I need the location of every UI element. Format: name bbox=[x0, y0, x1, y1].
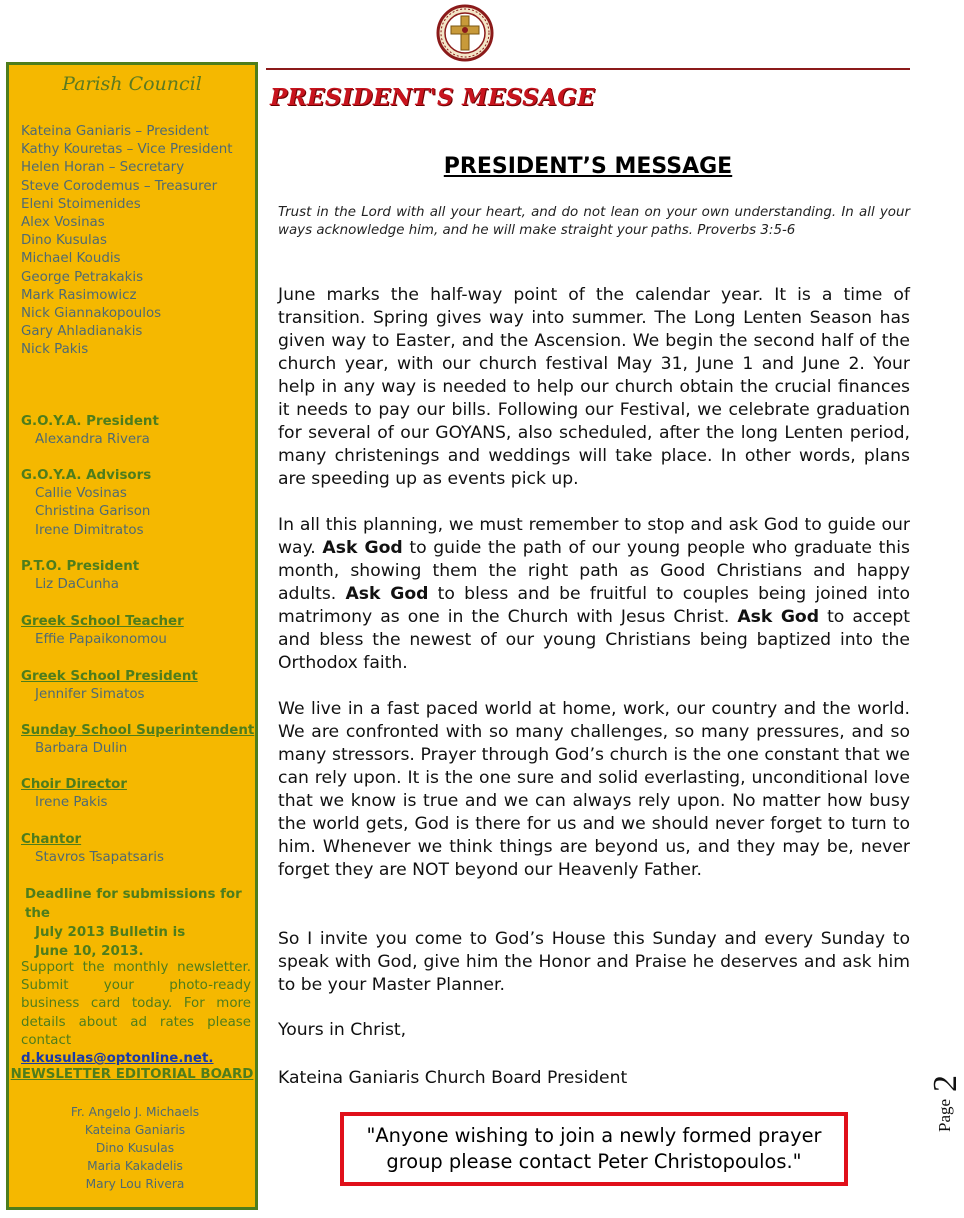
contact-email-link[interactable]: d.kusulas@optonline.net. bbox=[21, 1051, 214, 1067]
deadline-line: Deadline for submissions for the bbox=[25, 887, 242, 921]
editorial-board-member: Mary Lou Rivera bbox=[85, 1177, 185, 1191]
deadline-line: July 2013 Bulletin is bbox=[35, 925, 186, 940]
council-member: Michael Koudis bbox=[21, 251, 121, 267]
section-name: Christina Garison bbox=[35, 504, 151, 520]
section-name: Irene Dimitratos bbox=[35, 522, 144, 538]
council-member: Nick Pakis bbox=[21, 342, 89, 358]
page-number: 2 bbox=[927, 1075, 964, 1092]
section-heading: G.O.Y.A. Advisors bbox=[21, 468, 152, 483]
section-heading: Greek School Teacher bbox=[21, 614, 184, 629]
signature-line: Kateina Ganiaris Church Board President bbox=[278, 1068, 628, 1088]
header-divider bbox=[266, 68, 910, 70]
closing-line: Yours in Christ, bbox=[278, 1020, 407, 1040]
ask-god-emphasis: Ask God bbox=[737, 607, 820, 627]
support-newsletter-text bbox=[21, 959, 251, 1068]
council-member: Kathy Kouretas – Vice President bbox=[21, 142, 233, 158]
greek-school-president-section bbox=[21, 668, 198, 704]
council-member: Mark Rasimowicz bbox=[21, 287, 137, 303]
section-name: Callie Vosinas bbox=[35, 486, 127, 502]
editorial-board-member: Maria Kakadelis bbox=[87, 1159, 183, 1173]
greek-school-teacher-section bbox=[21, 613, 184, 649]
goya-advisors-section bbox=[21, 467, 151, 540]
council-member: Kateina Ganiaris – President bbox=[21, 124, 209, 139]
section-name: Alexandra Rivera bbox=[35, 432, 150, 448]
paragraph-text: to guide the path of our young people who graduate this month, showing them the right path as Good Christians and happy adults. bbox=[278, 538, 910, 604]
council-member: Helen Horan – Secretary bbox=[21, 160, 185, 176]
banner-title: PRESIDENT'S MESSAGE bbox=[270, 84, 596, 111]
pto-president-section bbox=[21, 558, 139, 594]
parish-council-title: Parish Council bbox=[62, 73, 202, 95]
council-member: Gary Ahladianakis bbox=[21, 324, 143, 340]
editorial-board-member: Kateina Ganiaris bbox=[84, 1123, 186, 1137]
council-member: Dino Kusulas bbox=[21, 233, 107, 249]
council-member: Steve Corodemus – Treasurer bbox=[21, 178, 218, 194]
paragraph-text: In all this planning, we must remember to stop and ask God to guide our way. bbox=[278, 515, 910, 558]
section-heading: G.O.Y.A. President bbox=[21, 414, 159, 429]
section-heading: Choir Director bbox=[21, 777, 127, 792]
choir-director-section bbox=[21, 776, 127, 812]
message-headline: PRESIDENT’S MESSAGE bbox=[443, 154, 733, 179]
ask-god-emphasis: Ask God bbox=[345, 584, 429, 604]
sidebar-panel bbox=[6, 62, 258, 1210]
section-heading: Sunday School Superintendent bbox=[21, 723, 255, 738]
editorial-board-heading: NEWSLETTER EDITORIAL BOARD bbox=[10, 1067, 254, 1082]
section-heading: P.T.O. President bbox=[21, 559, 140, 574]
message-paragraph-2 bbox=[278, 514, 910, 675]
editorial-board-list bbox=[9, 1103, 261, 1193]
section-name: Effie Papaikonomou bbox=[35, 632, 167, 648]
council-member-list bbox=[21, 123, 232, 360]
page-label: Page bbox=[935, 1098, 954, 1132]
council-member: George Petrakakis bbox=[21, 269, 144, 285]
message-paragraph-1: June marks the half-way point of the calendar year. It is a time of transition. Spring gives way into summer. The Long Lenten Season has given way to Easter, and the Ascension. We begin the second half of the church year, with our church festival May 31, June 1 and June 2. Your help in any way is needed to help our church obtain the crucial finances it needs to pay our bills. Following our Festival, we celebrate graduation for several of our GOYANS, also scheduled, after the long Lenten period, many christenings and weddings will take place. In other words, plans are speeding up as events pick up. bbox=[278, 285, 910, 489]
church-emblem-icon bbox=[436, 4, 494, 62]
message-paragraph-4: So I invite you come to God’s House this Sunday and every Sunday to speak with God, give him the Honor and Praise he deserves and ask him to be your Master Planner. bbox=[278, 929, 910, 995]
scripture-verse: Trust in the Lord with all your heart, and do not lean on your own understanding. In all your ways acknowledge him, and he will make straight your paths. Proverbs 3:5-6 bbox=[278, 205, 910, 239]
section-name: Barbara Dulin bbox=[35, 741, 128, 757]
page-number-marker bbox=[918, 1060, 964, 1140]
editorial-board-member: Dino Kusulas bbox=[95, 1141, 175, 1155]
ask-god-emphasis: Ask God bbox=[322, 538, 403, 558]
section-heading: Chantor bbox=[21, 832, 82, 847]
editorial-board-member: Fr. Angelo J. Michaels bbox=[70, 1105, 200, 1119]
council-member: Nick Giannakopoulos bbox=[21, 306, 162, 322]
section-name: Liz DaCunha bbox=[35, 577, 119, 593]
paragraph-text: to accept and bless the newest of our young Christians being baptized into the Orthodox faith. bbox=[278, 607, 910, 673]
goya-president-section bbox=[21, 413, 159, 449]
section-heading: Greek School President bbox=[21, 669, 198, 684]
message-paragraph-3: We live in a fast paced world at home, work, our country and the world. We are confronted with so many challenges, so many pressures, and so many stressors. Prayer through God’s church is the one constant that we can rely upon. It is the one sure and solid everlasting, unconditional love that we know is true and we can always rely upon. No matter how busy the world gets, God is there for us and we should never forget to turn to him. Whenever we think things are beyond us, and they may be, never forget they are NOT beyond our Heavenly Father. bbox=[278, 699, 910, 880]
council-member: Eleni Stoimenides bbox=[21, 196, 141, 212]
council-member: Alex Vosinas bbox=[21, 215, 105, 231]
sunday-school-section bbox=[21, 722, 254, 758]
deadline-line: June 10, 2013. bbox=[35, 944, 144, 959]
prayer-group-notice: "Anyone wishing to join a newly formed prayer group please contact Peter Christopoulos." bbox=[340, 1112, 848, 1186]
section-name: Stavros Tsapatsaris bbox=[35, 850, 165, 866]
deadline-notice bbox=[25, 885, 257, 961]
paragraph-text: to bless and be fruitful to couples being joined into matrimony as one in the Church with Jesus Christ. bbox=[278, 584, 910, 627]
section-name: Irene Pakis bbox=[35, 795, 108, 811]
chantor-section bbox=[21, 831, 164, 867]
section-name: Jennifer Simatos bbox=[35, 687, 145, 703]
support-text: Support the monthly newsletter. Submit your photo-ready business card today. For more details about ad rates please contact bbox=[21, 960, 251, 1048]
